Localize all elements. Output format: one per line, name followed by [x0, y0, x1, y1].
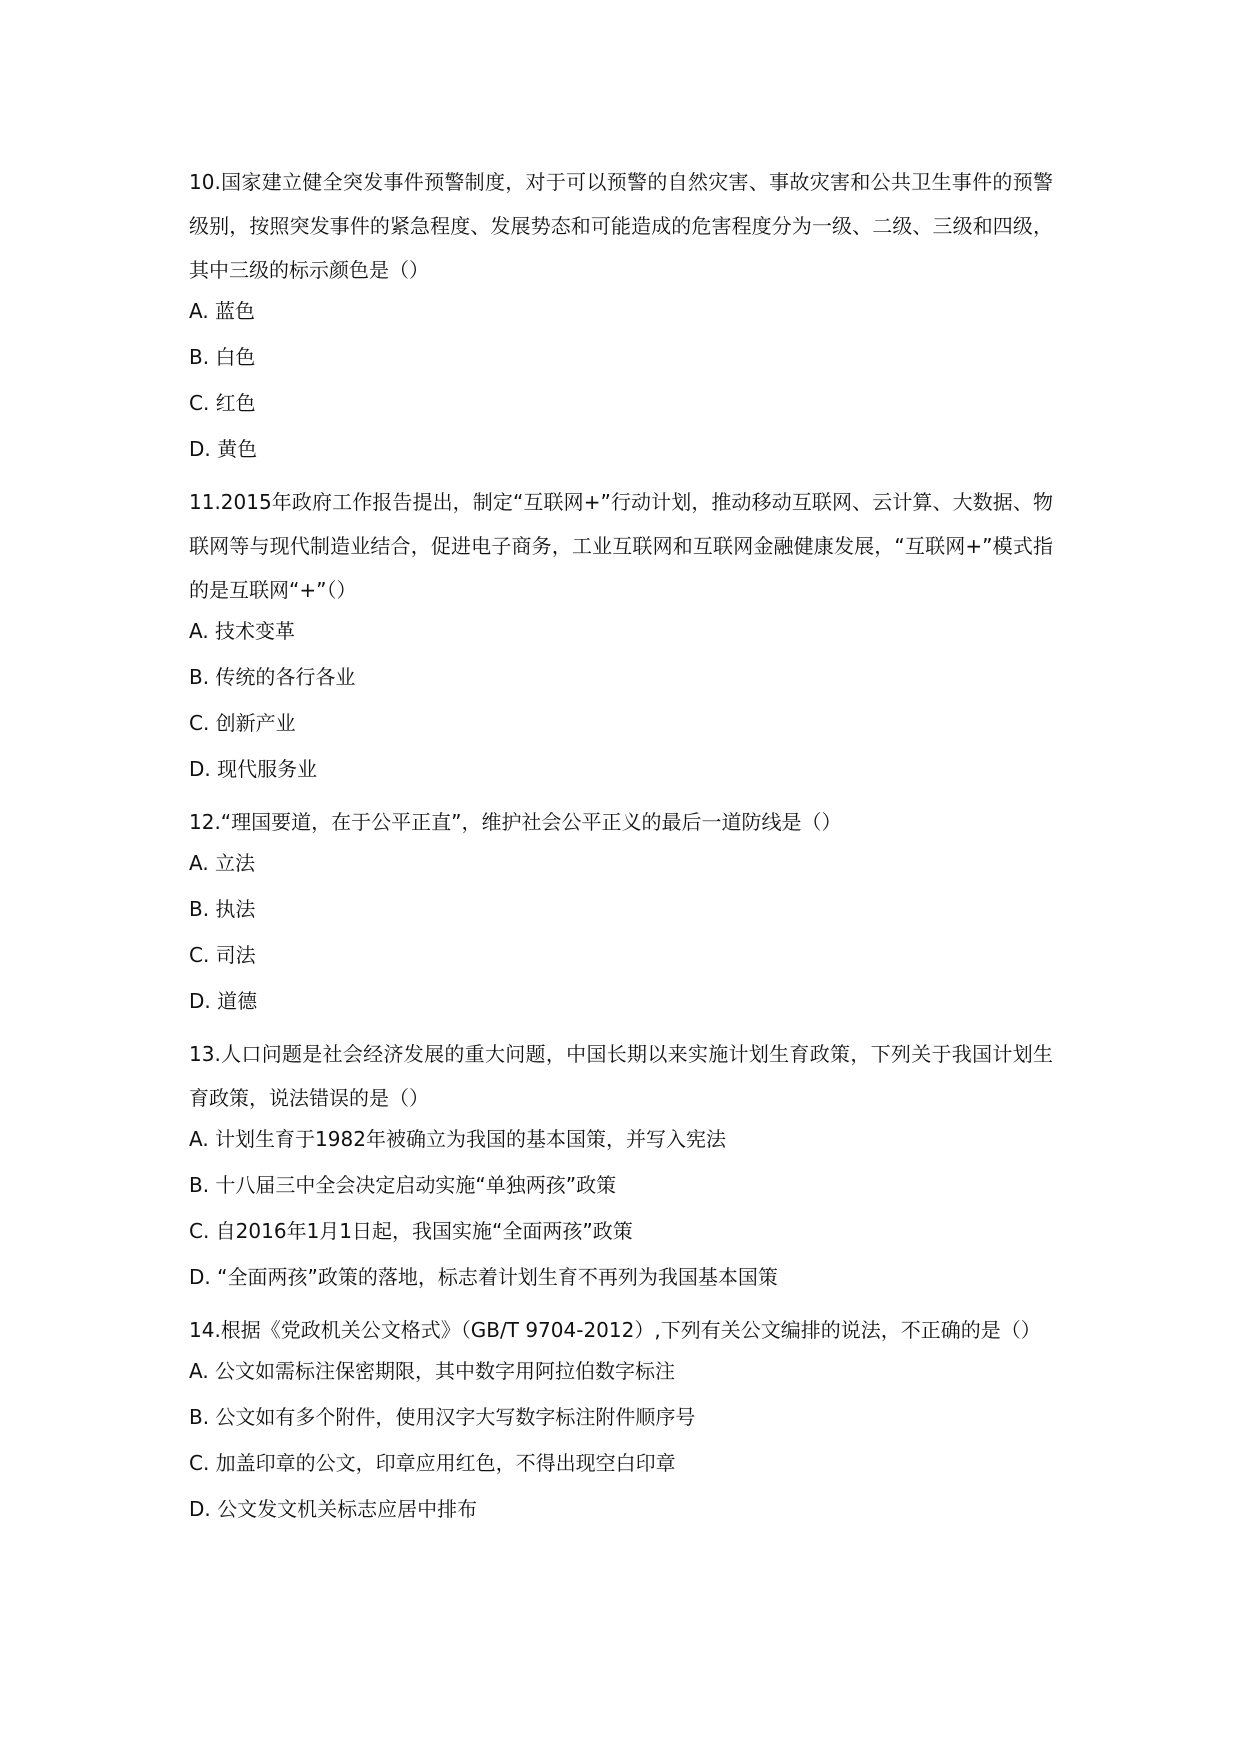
question-stem: 11.2015年政府工作报告提出，制定“互联网+”行动计划，推动移动互联网、云计算、大数据、物联网等与现代制造业结合，促进电子商务，工业互联网和互联网金融健康发展，“互联网+”模式指的是互联网“+”（） — [189, 490, 1053, 602]
question-stem: 14.根据《党政机关公文格式》（GB/T 9704-2012）,下列有关公文编排的说法，不正确的是（） — [189, 1318, 1041, 1342]
option-b: B. 执法 — [189, 897, 256, 921]
question-11 — [189, 480, 1053, 784]
question-stem: 10.国家建立健全突发事件预警制度，对于可以预警的自然灾害、事故灾害和公共卫生事件的预警级别，按照突发事件的紧急程度、发展势态和可能造成的危害程度分为一级、二级、三级和四级，其中三级的标示颜色是（） — [189, 170, 1053, 282]
option-d: D. 黄色 — [189, 437, 258, 461]
option-a: A. 立法 — [189, 851, 256, 875]
question-list — [189, 160, 1053, 1524]
option-a: A. 计划生育于1982年被确立为我国的基本国策，并写入宪法 — [189, 1127, 726, 1151]
question-10 — [189, 160, 1053, 464]
question-stem: 12.“理国要道，在于公平正直”，维护社会公平正义的最后一道防线是（） — [189, 810, 842, 834]
option-d: D. 公文发文机关标志应居中排布 — [189, 1497, 478, 1521]
option-c: C. 红色 — [189, 391, 256, 415]
question-12 — [189, 800, 1053, 1016]
option-b: B. 公文如有多个附件，使用汉字大写数字标注附件顺序号 — [189, 1405, 696, 1429]
question-13 — [189, 1032, 1053, 1292]
option-c: C. 加盖印章的公文，印章应用红色，不得出现空白印章 — [189, 1451, 676, 1475]
option-b: B. 十八届三中全会决定启动实施“单独两孩”政策 — [189, 1173, 617, 1197]
option-d: D. “全面两孩”政策的落地，标志着计划生育不再列为我国基本国策 — [189, 1265, 778, 1289]
option-c: C. 司法 — [189, 943, 256, 967]
option-a: A. 技术变革 — [189, 619, 296, 643]
option-d: D. 道德 — [189, 989, 258, 1013]
question-14 — [189, 1308, 1053, 1524]
option-a: A. 公文如需标注保密期限，其中数字用阿拉伯数字标注 — [189, 1359, 676, 1383]
option-a: A. 蓝色 — [189, 299, 256, 323]
option-c: C. 自2016年1月1日起，我国实施“全面两孩”政策 — [189, 1219, 633, 1243]
option-c: C. 创新产业 — [189, 711, 296, 735]
option-b: B. 白色 — [189, 345, 256, 369]
option-b: B. 传统的各行各业 — [189, 665, 356, 689]
question-stem: 13.人口问题是社会经济发展的重大问题，中国长期以来实施计划生育政策，下列关于我国计划生育政策，说法错误的是（） — [189, 1042, 1053, 1110]
option-d: D. 现代服务业 — [189, 757, 318, 781]
